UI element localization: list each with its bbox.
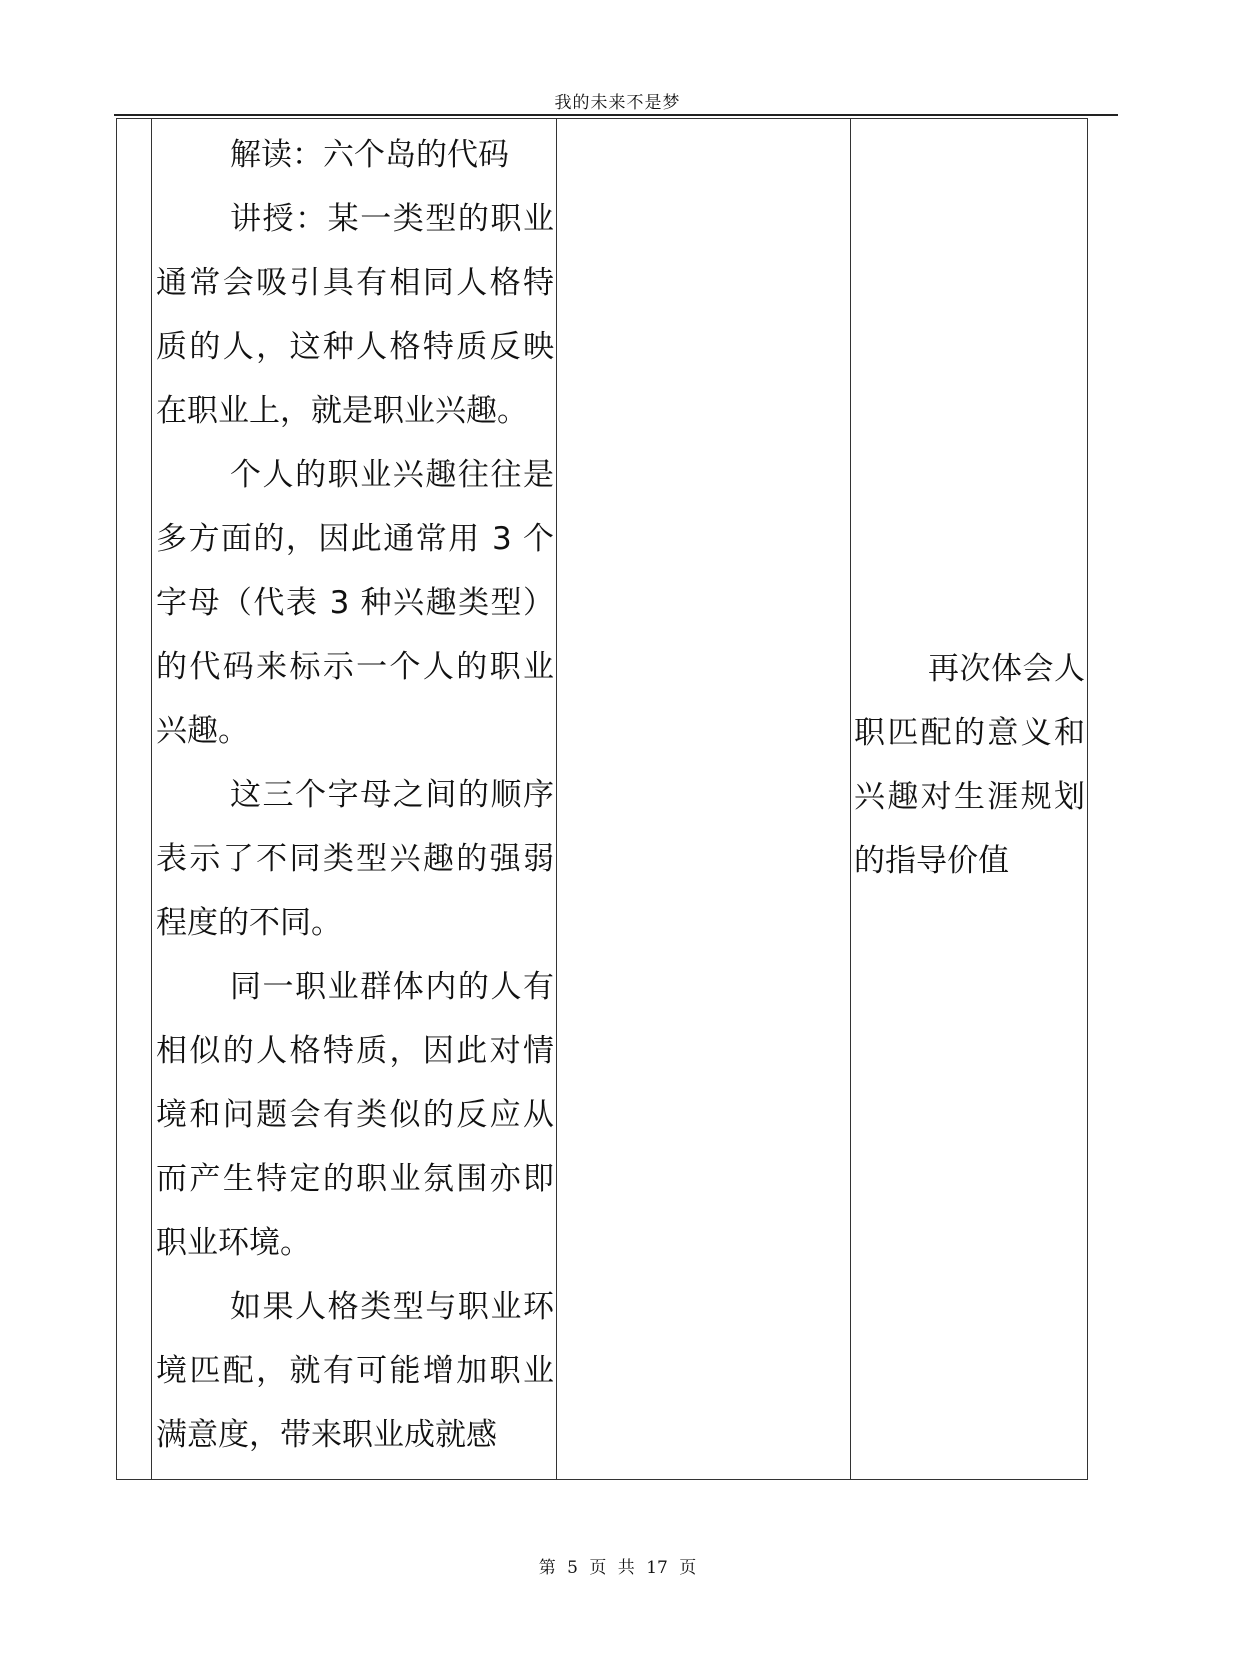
paragraph: 如果人格类型与职业环境匹配，就有可能增加职业满意度，带来职业成就感 xyxy=(156,1289,554,1453)
page-number-footer: 第 5 页 共 17 页 xyxy=(538,1558,697,1578)
paragraph: 解读：六个岛的代码 xyxy=(230,137,509,173)
table-row xyxy=(117,119,1088,1480)
table-cell-design-intent xyxy=(851,119,1088,1480)
paragraph: 这三个字母之间的顺序表示了不同类型兴趣的强弱程度的不同。 xyxy=(156,777,554,941)
table-cell-student-activity xyxy=(557,119,851,1480)
lesson-plan-table xyxy=(116,118,1088,1480)
table-cell-teaching-content xyxy=(152,119,557,1480)
paragraph: 同一职业群体内的人有相似的人格特质，因此对情境和问题会有类似的反应从而产生特定的职业氛围亦即职业环境。 xyxy=(156,969,554,1261)
design-intent-text xyxy=(851,637,1087,893)
paragraph: 再次体会人职匹配的意义和兴趣对生涯规划的指导价值 xyxy=(854,651,1085,879)
teaching-content-text xyxy=(152,119,556,1467)
paragraph: 讲授：某一类型的职业通常会吸引具有相同人格特质的人，这种人格特质反映在职业上，就是职业兴趣。 xyxy=(156,201,554,429)
paragraph: 个人的职业兴趣往往是多方面的，因此通常用 3 个字母（代表 3 种兴趣类型）的代码来标示一个人的职业兴趣。 xyxy=(156,457,554,749)
table-cell-margin xyxy=(117,119,152,1480)
header-divider xyxy=(114,114,1118,116)
page-header-title: 我的未来不是梦 xyxy=(554,93,681,113)
